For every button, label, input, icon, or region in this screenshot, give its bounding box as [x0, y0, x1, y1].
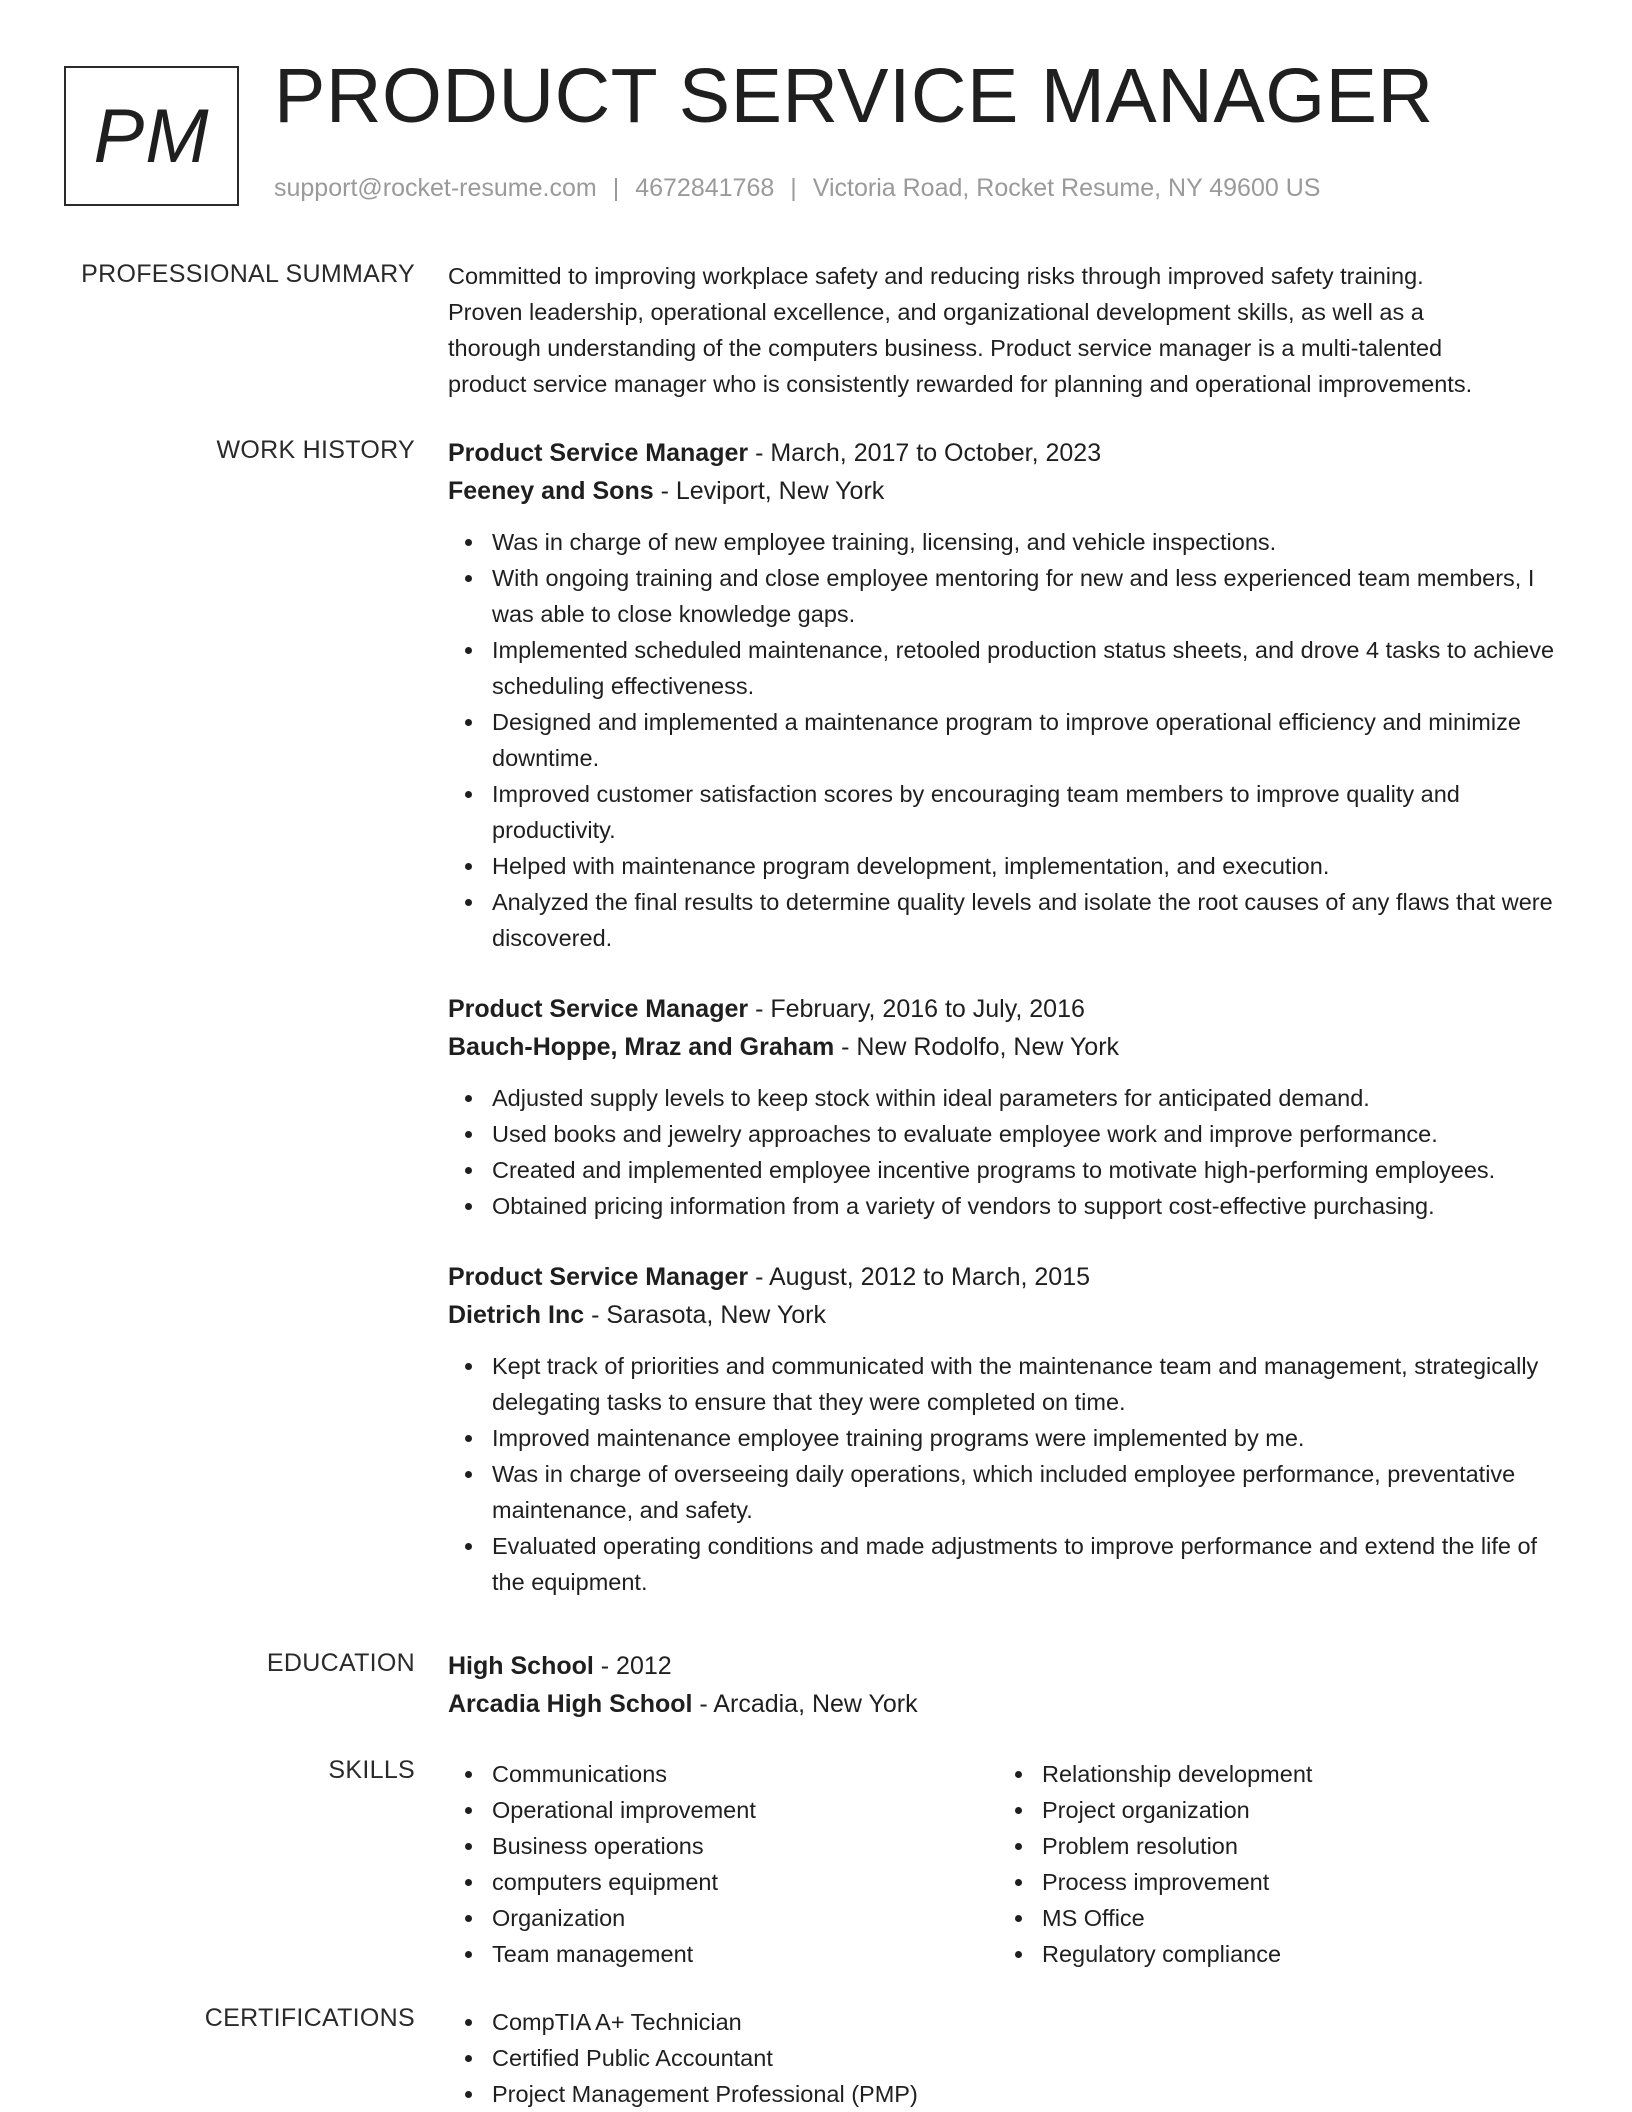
- job-title: Product Service Manager: [448, 439, 749, 467]
- job-bullet: Used books and jewelry approaches to evaluate employee work and improve performance.: [492, 1116, 1566, 1152]
- skill-item: Communications: [492, 1756, 998, 1792]
- job-entry: [448, 990, 1566, 1224]
- education-degree: High School: [448, 1652, 594, 1680]
- job-title-line: [448, 434, 1566, 472]
- skill-item: Business operations: [492, 1828, 998, 1864]
- contact-address: Victoria Road, Rocket Resume, NY 49600 US: [812, 174, 1321, 202]
- job-dates: - March, 2017 to October, 2023: [748, 439, 1102, 467]
- job-title: Product Service Manager: [448, 995, 749, 1023]
- section-label-skills: SKILLS: [328, 1756, 415, 1784]
- job-bullet: Was in charge of new employee training, licensing, and vehicle inspections.: [492, 524, 1566, 560]
- job-bullet: Helped with maintenance program development, implementation, and execution.: [492, 848, 1566, 884]
- skills-list: [448, 1756, 998, 1972]
- skills-columns: [448, 1756, 1566, 1972]
- summary-text: [448, 258, 1566, 402]
- job-bullet: Improved customer satisfaction scores by encouraging team members to improve quality and productivity.: [492, 776, 1566, 848]
- contact-email: support@rocket-resume.com: [274, 174, 597, 202]
- job-bullet: Improved maintenance employee training programs were implemented by me.: [492, 1420, 1566, 1456]
- skills-list: [998, 1756, 1548, 1972]
- section-label-work-history: WORK HISTORY: [216, 436, 415, 464]
- job-bullets: [448, 1080, 1566, 1224]
- skills-body: [448, 1756, 1566, 1972]
- skills-column-2: [998, 1756, 1548, 1972]
- job-bullet: Kept track of priorities and communicated with the maintenance team and management, strategically delegating tasks to ensure that they were completed on time.: [492, 1348, 1566, 1420]
- job-company-line: [448, 472, 1566, 510]
- job-location: - New Rodolfo, New York: [834, 1033, 1120, 1061]
- education-school-line: [448, 1685, 1566, 1723]
- job-bullets: [448, 1348, 1566, 1600]
- contact-separator: |: [790, 174, 797, 202]
- job-company: Feeney and Sons: [448, 477, 654, 505]
- education-degree-line: [448, 1647, 1566, 1685]
- job-bullet: Designed and implemented a maintenance program to improve operational efficiency and minimize downtime.: [492, 704, 1566, 776]
- job-bullet: Was in charge of overseeing daily operations, which included employee performance, preventative maintenance, and safety.: [492, 1456, 1566, 1528]
- skills-column-1: [448, 1756, 998, 1972]
- job-bullet: Analyzed the final results to determine quality levels and isolate the root causes of any flaws that were discovered.: [492, 884, 1566, 956]
- job-location: - Leviport, New York: [653, 477, 885, 505]
- summary-line: Committed to improving workplace safety and reducing risks through improved safety training.: [448, 263, 1424, 289]
- education-body: [448, 1647, 1566, 1723]
- contact-line: [274, 174, 1320, 203]
- section-label-certifications: CERTIFICATIONS: [204, 2004, 415, 2032]
- skill-item: Regulatory compliance: [1042, 1936, 1548, 1972]
- job-entry: [448, 1258, 1566, 1600]
- monogram-initials: PM: [93, 93, 210, 179]
- job-bullet: Adjusted supply levels to keep stock within ideal parameters for anticipated demand.: [492, 1080, 1566, 1116]
- education-school: Arcadia High School: [448, 1690, 693, 1718]
- certification-item: Certified Public Accountant: [492, 2040, 1566, 2076]
- job-entry: [448, 434, 1566, 956]
- skill-item: MS Office: [1042, 1900, 1548, 1936]
- certifications-body: [448, 2004, 1566, 2112]
- job-company: Bauch-Hoppe, Mraz and Graham: [448, 1033, 835, 1061]
- contact-separator: |: [612, 174, 620, 202]
- education-year: - 2012: [593, 1652, 672, 1680]
- monogram-box: [64, 66, 239, 206]
- certifications-list: [448, 2004, 1566, 2112]
- skill-item: Operational improvement: [492, 1792, 998, 1828]
- job-bullet: Obtained pricing information from a variety of vendors to support cost-effective purchasing.: [492, 1188, 1566, 1224]
- skill-item: Project organization: [1042, 1792, 1548, 1828]
- section-label-summary: PROFESSIONAL SUMMARY: [81, 260, 415, 288]
- job-company-line: [448, 1028, 1566, 1066]
- job-bullets: [448, 524, 1566, 956]
- job-title: Product Service Manager: [448, 1263, 749, 1291]
- job-dates: - February, 2016 to July, 2016: [748, 995, 1085, 1023]
- contact-phone: 4672841768: [635, 174, 775, 202]
- summary-line: thorough understanding of the computers business. Product service manager is a multi-talented: [448, 335, 1443, 361]
- work-history-body: [448, 434, 1566, 1634]
- job-dates: - August, 2012 to March, 2015: [748, 1263, 1091, 1291]
- resume-title: PRODUCT SERVICE MANAGER: [274, 53, 1434, 139]
- section-label-education: EDUCATION: [266, 1649, 415, 1677]
- job-bullet: Created and implemented employee incentive programs to motivate high-performing employees.: [492, 1152, 1566, 1188]
- job-company: Dietrich Inc: [448, 1301, 585, 1329]
- education-location: - Arcadia, New York: [692, 1690, 918, 1718]
- job-title-line: [448, 1258, 1566, 1296]
- job-location: - Sarasota, New York: [584, 1301, 826, 1329]
- job-bullet: Evaluated operating conditions and made adjustments to improve performance and extend the life of the equipment.: [492, 1528, 1566, 1600]
- skill-item: Organization: [492, 1900, 998, 1936]
- summary-line: Proven leadership, operational excellence, and organizational development skills, as well as a: [448, 299, 1424, 325]
- summary-line: product service manager who is consistently rewarded for planning and operational improvements.: [448, 371, 1473, 397]
- job-bullet: Implemented scheduled maintenance, retooled production status sheets, and drove 4 tasks to achieve scheduling effectiveness.: [492, 632, 1566, 704]
- skill-item: Process improvement: [1042, 1864, 1548, 1900]
- skill-item: Team management: [492, 1936, 998, 1972]
- skill-item: Problem resolution: [1042, 1828, 1548, 1864]
- skill-item: Relationship development: [1042, 1756, 1548, 1792]
- job-bullet: With ongoing training and close employee mentoring for new and less experienced team members, I was able to close knowledge gaps.: [492, 560, 1566, 632]
- certification-item: CompTIA A+ Technician: [492, 2004, 1566, 2040]
- job-title-line: [448, 990, 1566, 1028]
- job-company-line: [448, 1296, 1566, 1334]
- certification-item: Project Management Professional (PMP): [492, 2076, 1566, 2112]
- skill-item: computers equipment: [492, 1864, 998, 1900]
